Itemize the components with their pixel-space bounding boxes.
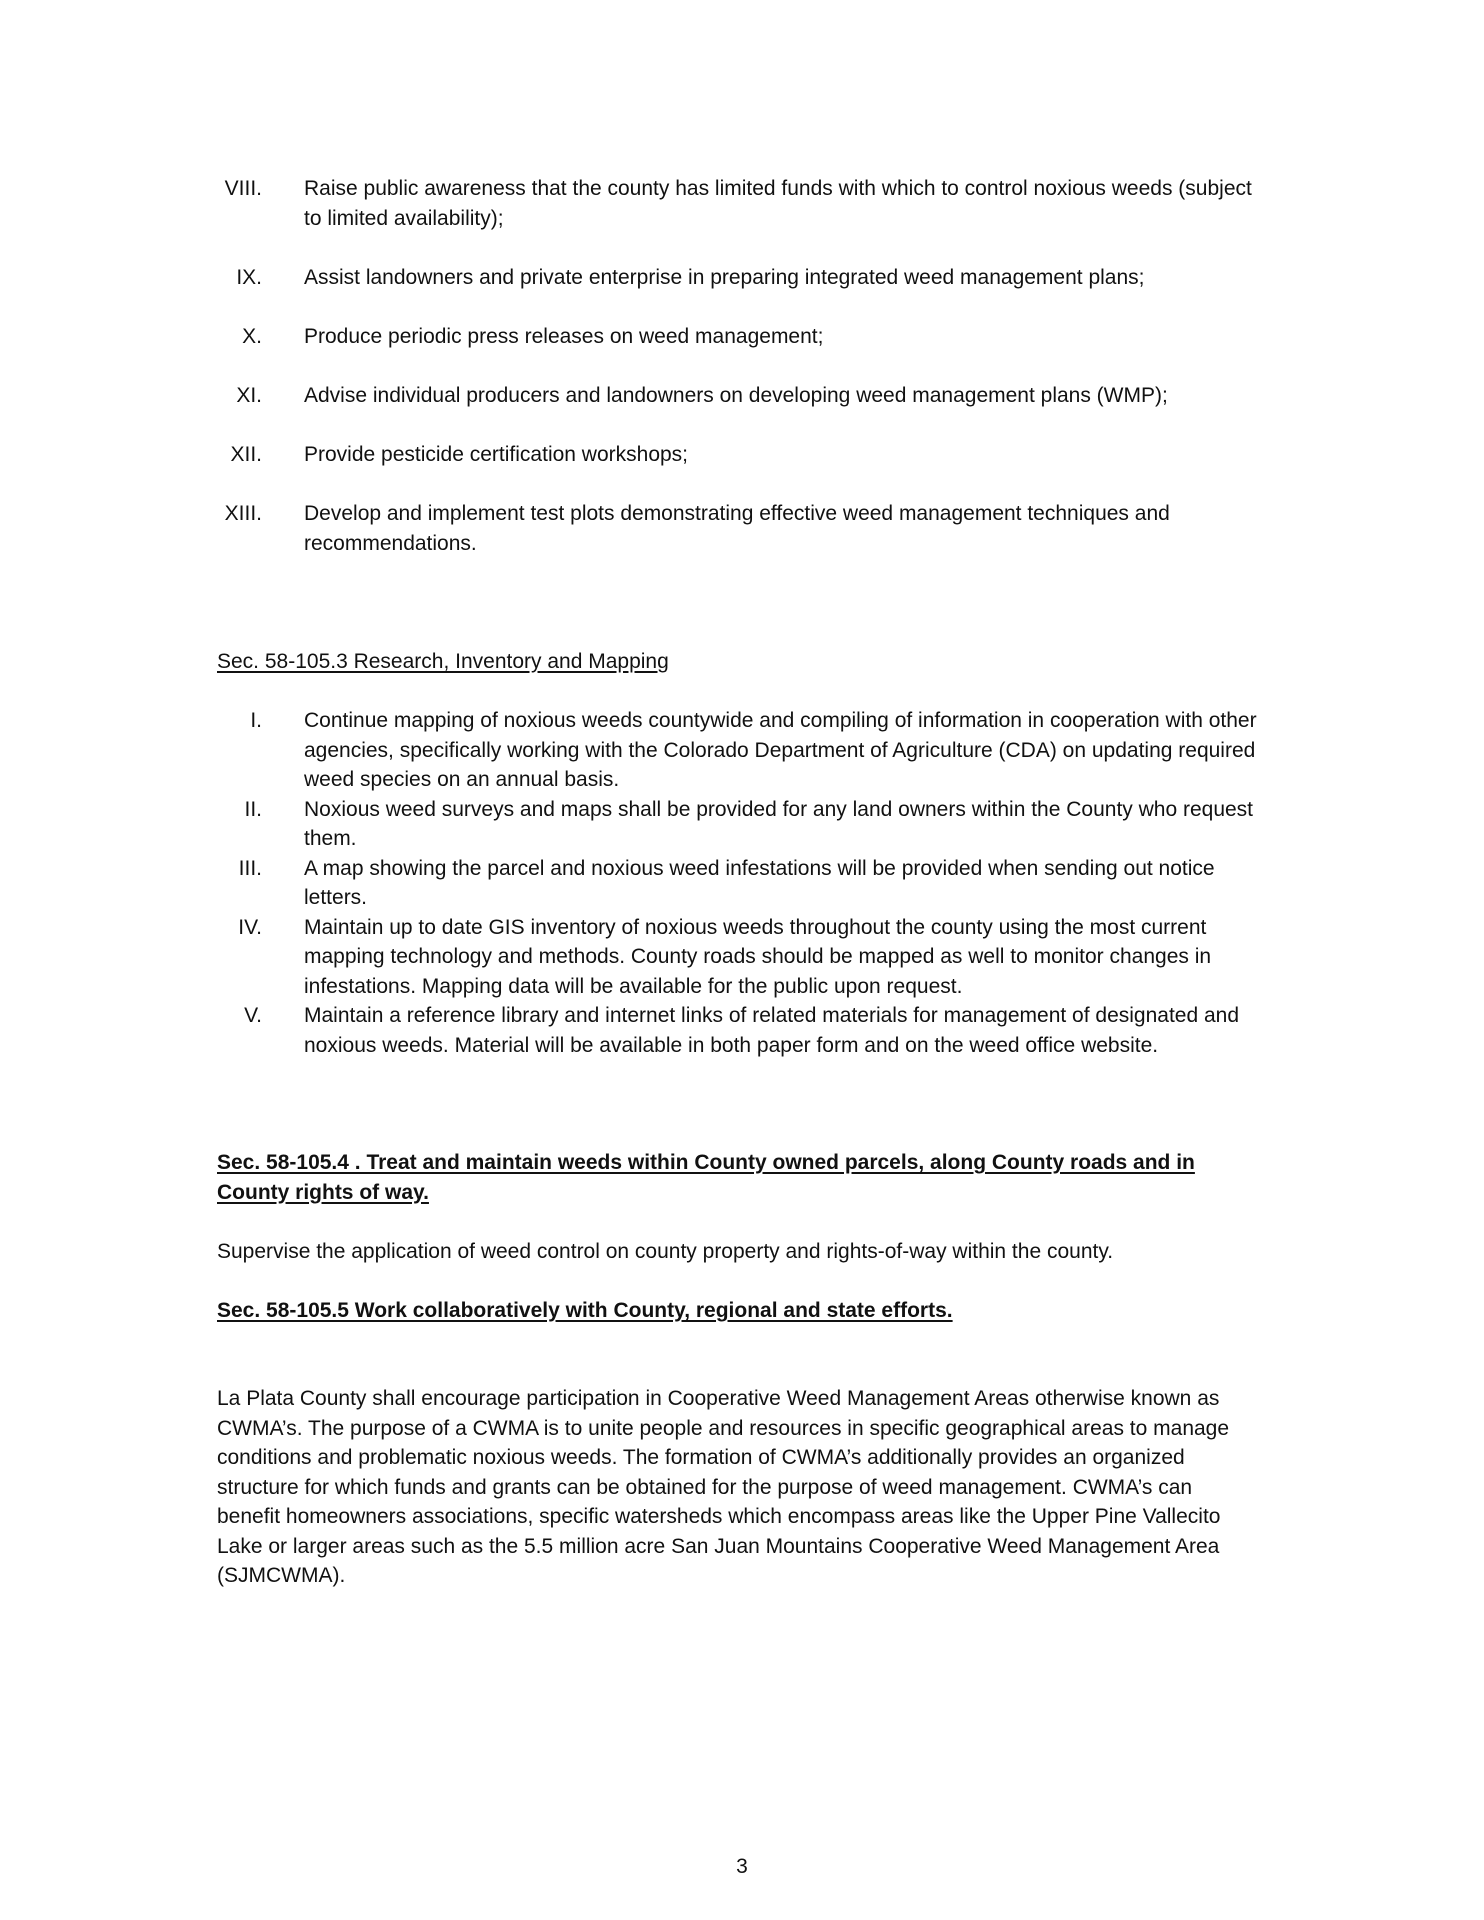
list-item-text: A map showing the parcel and noxious weed infestations will be provided when sending out notice letters. — [304, 856, 1215, 909]
list-item — [217, 440, 1257, 470]
continued-list — [217, 440, 1257, 470]
list-item-number: III. — [238, 856, 262, 880]
list-item-number: XII. — [230, 443, 262, 466]
list-item — [217, 263, 1257, 293]
list-item-text: Advise individual producers and landowners on developing weed management plans (WMP); — [304, 384, 1168, 407]
list-item — [217, 854, 1257, 913]
continued-list — [217, 322, 1257, 352]
list-item-number: XIII. — [224, 502, 262, 525]
section-3-list — [217, 706, 1257, 1060]
section-heading: Sec. 58-105.4 . Treat and maintain weeds within County owned parcels, along County roads and in County rights of way. — [217, 1151, 1195, 1204]
continued-list — [217, 174, 1257, 233]
section-body: La Plata County shall encourage participation in Cooperative Weed Management Areas otherwise known as CWMA’s. The purpose of a CWMA is to unite people and resources in specific geographical areas to manage conditions and problematic noxious weeds. The formation of CWMA’s additionally provides an organized structure for which funds and grants can be obtained for the purpose of weed management. CWMA’s can benefit homeowners associations, specific watersheds which encompass areas like the Upper Pine Vallecito Lake or larger areas such as the 5.5 million acre San Juan Mountains Cooperative Weed Management Area (SJMCWMA). — [217, 1387, 1230, 1587]
section-heading: Sec. 58-105.5 Work collaboratively with County, regional and state efforts. — [217, 1299, 953, 1322]
list-item — [217, 795, 1257, 854]
list-item — [217, 1001, 1257, 1060]
list-item — [217, 381, 1257, 411]
list-item-text: Continue mapping of noxious weeds countywide and compiling of information in cooperation with other agencies, specifically working with the Colorado Department of Agriculture (CDA) on updating required weed species on an annual basis. — [304, 709, 1257, 791]
list-item — [217, 174, 1257, 233]
list-item-number: IV. — [238, 915, 262, 939]
list-item-text: Maintain a reference library and internet links of related materials for management of designated and noxious weeds. Material will be available in both paper form and on the weed office website. — [304, 1004, 1240, 1057]
list-item-text: Assist landowners and private enterprise in preparing integrated weed management plans; — [304, 266, 1145, 289]
list-item — [217, 322, 1257, 352]
list-item-text: Raise public awareness that the county has limited funds with which to control noxious weeds (subject to limited availability); — [304, 177, 1252, 230]
section-heading: Sec. 58-105.3 Research, Inventory and Mapping — [217, 650, 669, 673]
list-item-number: VIII. — [224, 177, 262, 200]
list-item-number: XI. — [236, 384, 262, 407]
list-item-text: Develop and implement test plots demonstrating effective weed management techniques and recommendations. — [304, 502, 1170, 555]
list-item-text: Noxious weed surveys and maps shall be provided for any land owners within the County who request them. — [304, 797, 1254, 850]
continued-list — [217, 499, 1257, 558]
list-item-number: IX. — [236, 266, 262, 289]
list-item-number: V. — [244, 1004, 262, 1027]
list-item — [217, 913, 1257, 1002]
continued-list — [217, 381, 1257, 411]
list-item-number: I. — [250, 709, 262, 732]
list-item-text: Provide pesticide certification workshops; — [304, 443, 689, 466]
list-item-text: Produce periodic press releases on weed management; — [304, 325, 824, 348]
list-item — [217, 499, 1257, 558]
list-item-number: II. — [244, 797, 262, 821]
page-number: 3 — [736, 1855, 748, 1878]
list-item-number: X. — [242, 325, 262, 348]
continued-list — [217, 263, 1257, 293]
list-item-text: Maintain up to date GIS inventory of noxious weeds throughout the county using the most current mapping technology and methods. County roads should be mapped as well to monitor changes in infestations. Mapping data will be available for the public upon request. — [304, 915, 1212, 998]
list-item — [217, 706, 1257, 795]
section-body: Supervise the application of weed control on county property and rights-of-way within the county. — [217, 1240, 1114, 1263]
